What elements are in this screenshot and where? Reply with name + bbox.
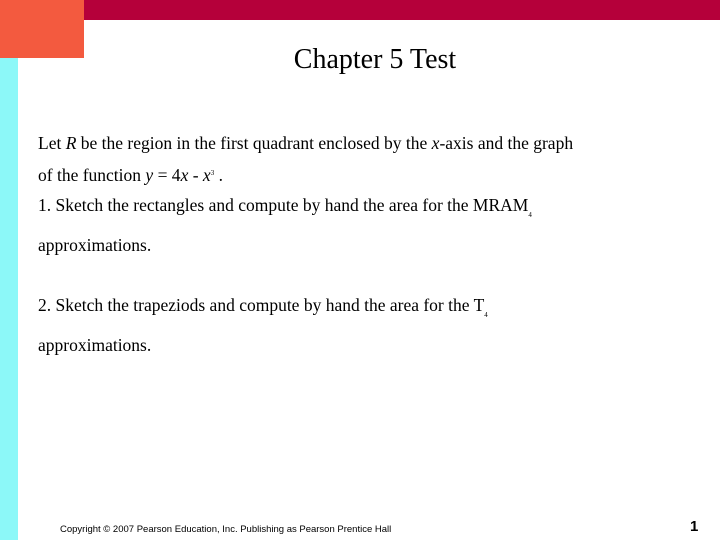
- equation-x: x: [180, 165, 189, 185]
- equation-exponent: 3: [210, 169, 215, 177]
- region-variable: R: [65, 133, 77, 153]
- intro-text: be the region in the first quadrant enclosed by the: [76, 133, 432, 153]
- slide-body: [38, 128, 678, 360]
- intro-text: of the function: [38, 165, 146, 185]
- intro-text: -axis and the graph: [439, 133, 574, 153]
- x-variable: x: [431, 133, 440, 153]
- question-2-subscript: 4: [484, 311, 488, 319]
- copyright-footer: Copyright © 2007 Pearson Education, Inc. Publishing as Pearson Prentice Hall: [60, 524, 392, 535]
- equation-text: -: [188, 165, 203, 185]
- intro-text: Let: [38, 133, 66, 153]
- spacer: [38, 260, 678, 290]
- equation-y: y: [145, 165, 154, 185]
- equation-x: x: [202, 165, 211, 185]
- question-1: [38, 190, 678, 230]
- question-2: [38, 290, 678, 330]
- question-1-subscript: 4: [528, 211, 532, 219]
- question-2-text: 2. Sketch the trapeziods and compute by hand the area for the T: [38, 295, 485, 315]
- intro-line-2: [38, 158, 678, 190]
- equation-text: = 4: [153, 165, 181, 185]
- top-accent-bar: [0, 0, 720, 20]
- page-number: 1: [690, 518, 699, 535]
- question-2-continuation: approximations.: [38, 335, 152, 355]
- question-1-text: 1. Sketch the rectangles and compute by hand the area for the MRAM: [38, 195, 529, 215]
- question-1-continuation: approximations.: [38, 235, 152, 255]
- intro-line-1: [38, 128, 678, 158]
- slide-title: Chapter 5 Test: [293, 44, 457, 75]
- equation-text: .: [214, 165, 223, 185]
- left-accent-bar: [0, 58, 18, 540]
